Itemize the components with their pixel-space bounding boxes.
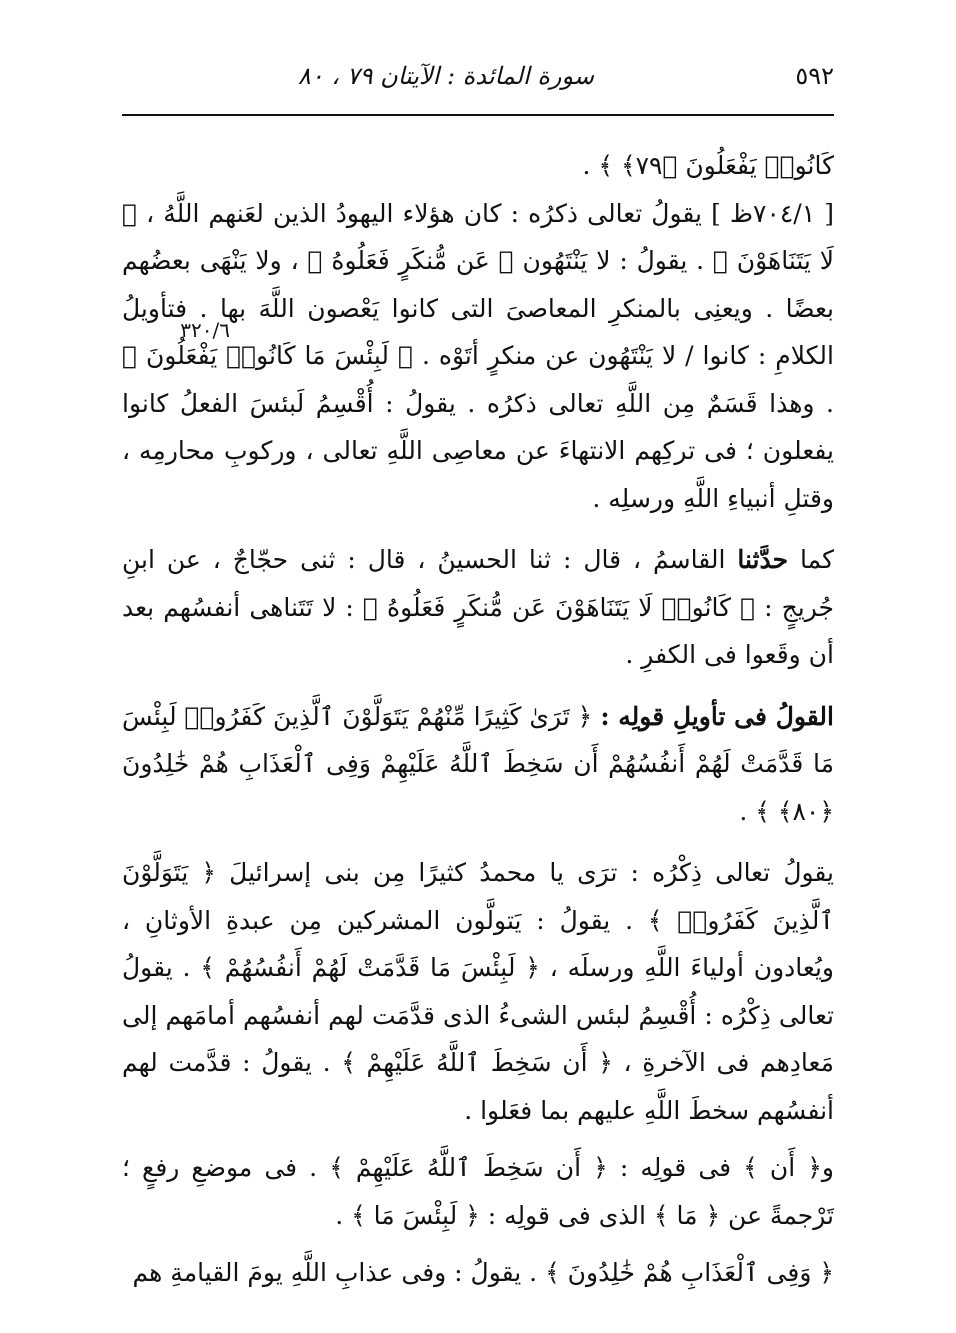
paragraph-3: كما حدَّثنا القاسمُ ، قال : ثنا الحسينُ ، قال : ثنى حجّاجٌ ، عن ابنِ جُريجٍ : ﴿ كَانُوا۟ لَا يَتَنَاهَوْنَ عَن مُّنكَرٍ فَعَلُوهُ ﴾ : لا تَتَناهى أنفسُهم بعد أن وقَعوا فى الكفرِ . xyxy=(122,545,835,669)
paragraph-6: و﴿ أَن ﴾ فى قولِه : ﴿ أَن سَخِطَ ٱللَّهُ عَلَيْهِمْ ﴾ . فى موضعِ رفعٍ ؛ تَرْجمةً عن ﴿ مَا ﴾ الذى فى قولِه : ﴿ لَبِئْسَ مَا ﴾ . xyxy=(122,1153,834,1230)
page-body xyxy=(122,142,834,1297)
section-heading-lead: القولُ فى تأويلِ قولِه : xyxy=(600,701,834,731)
paragraph-2: [ ٧٠٤/١ظ ] يقولُ تعالى ذكرُه : كان هؤلاء اليهودُ الذين لعَنهم اللَّهُ ، ﴿ لَا يَتَنَاهَوْنَ ﴾ . يقولُ : لا يَنْتَهُون ﴿ عَن مُّنكَرٍ فَعَلُوهُ ﴾ ، ولا يَنْهَى بعضُهم بعضًا . ويعنِى بالمنكرِ المعاصىَ التى كانوا يَعْصون اللَّهَ بها . فتأويلُ الكلامِ : كانوا / لا يَنْتَهُون عن منكرٍ أتَوْه . ﴿ لَبِئْسَ مَا كَانُوا۟ يَفْعَلُونَ ﴾ . وهذا قَسَمٌ مِن اللَّهِ تعالى ذكرُه . يقولُ : أُقْسِمُ لَبئسَ الفعلُ كانوا يفعلون ؛ فى تركِهم الانتهاءَ عن معاصِى اللَّهِ تعالى ، وركوبِ محارمِه ، وقتلِ أنبياءِ اللَّهِ ورسلِه . xyxy=(122,198,834,513)
paragraph-4: القولُ فى تأويلِ قولِه : ﴿ تَرَىٰ كَثِيرًا مِّنْهُمْ يَتَوَلَّوْنَ ٱلَّذِينَ كَفَرُوا۟ لَبِئْسَ مَا قَدَّمَتْ لَهُمْ أَنفُسُهُمْ أَن سَخِطَ ٱللَّهُ عَلَيْهِمْ وَفِى ٱلْعَذَابِ هُمْ خَٰلِدُونَ ﴿٨٠﴾ ﴾ . xyxy=(122,701,834,826)
paragraph-7: ﴿ وَفِى ٱلْعَذَابِ هُمْ خَٰلِدُونَ ﴾ . يقولُ : وفى عذابِ اللَّهِ يومَ القيامةِ هم xyxy=(132,1258,834,1287)
running-title: سورة المائدة : الآيتان ٧٩ ، ٨٠ xyxy=(297,62,594,90)
paragraph-1: كَانُوا۟ يَفْعَلُونَ ﴿٧٩﴾ ﴾ . xyxy=(582,151,834,180)
margin-reference-text: ٣٢٠/٦ xyxy=(180,318,230,342)
page-header xyxy=(122,62,834,102)
page-number: ٥٩٢ xyxy=(795,62,834,90)
isnad-keyword: حدَّثنا xyxy=(737,545,789,574)
header-rule xyxy=(122,114,834,116)
paragraph-5: يقولُ تعالى ذِكْرُه : ترَى يا محمدُ كثيرًا مِن بنى إسرائيلَ ﴿ يَتَوَلَّوْنَ ٱلَّذِينَ كَفَرُوا۟ ﴾ . يقولُ : يَتولَّون المشركين مِن عبدةِ الأوثانِ ، ويُعادون أولياءَ اللَّهِ ورسلَه ، ﴿ لَبِئْسَ مَا قَدَّمَتْ لَهُمْ أَنفُسُهُمْ ﴾ . يقولُ تعالى ذِكْرُه : أُقْسِمُ لبئس الشىءُ الذى قدَّمَت لهم أنفسُهم أمامَهم إلى مَعادِهم فى الآخرةِ ، ﴿ أَن سَخِطَ ٱللَّهُ عَلَيْهِمْ ﴾ . يقولُ : قدَّمت لهم أنفسُهم سخطَ اللَّهِ عليهم بما فعَلوا . xyxy=(122,858,834,1125)
